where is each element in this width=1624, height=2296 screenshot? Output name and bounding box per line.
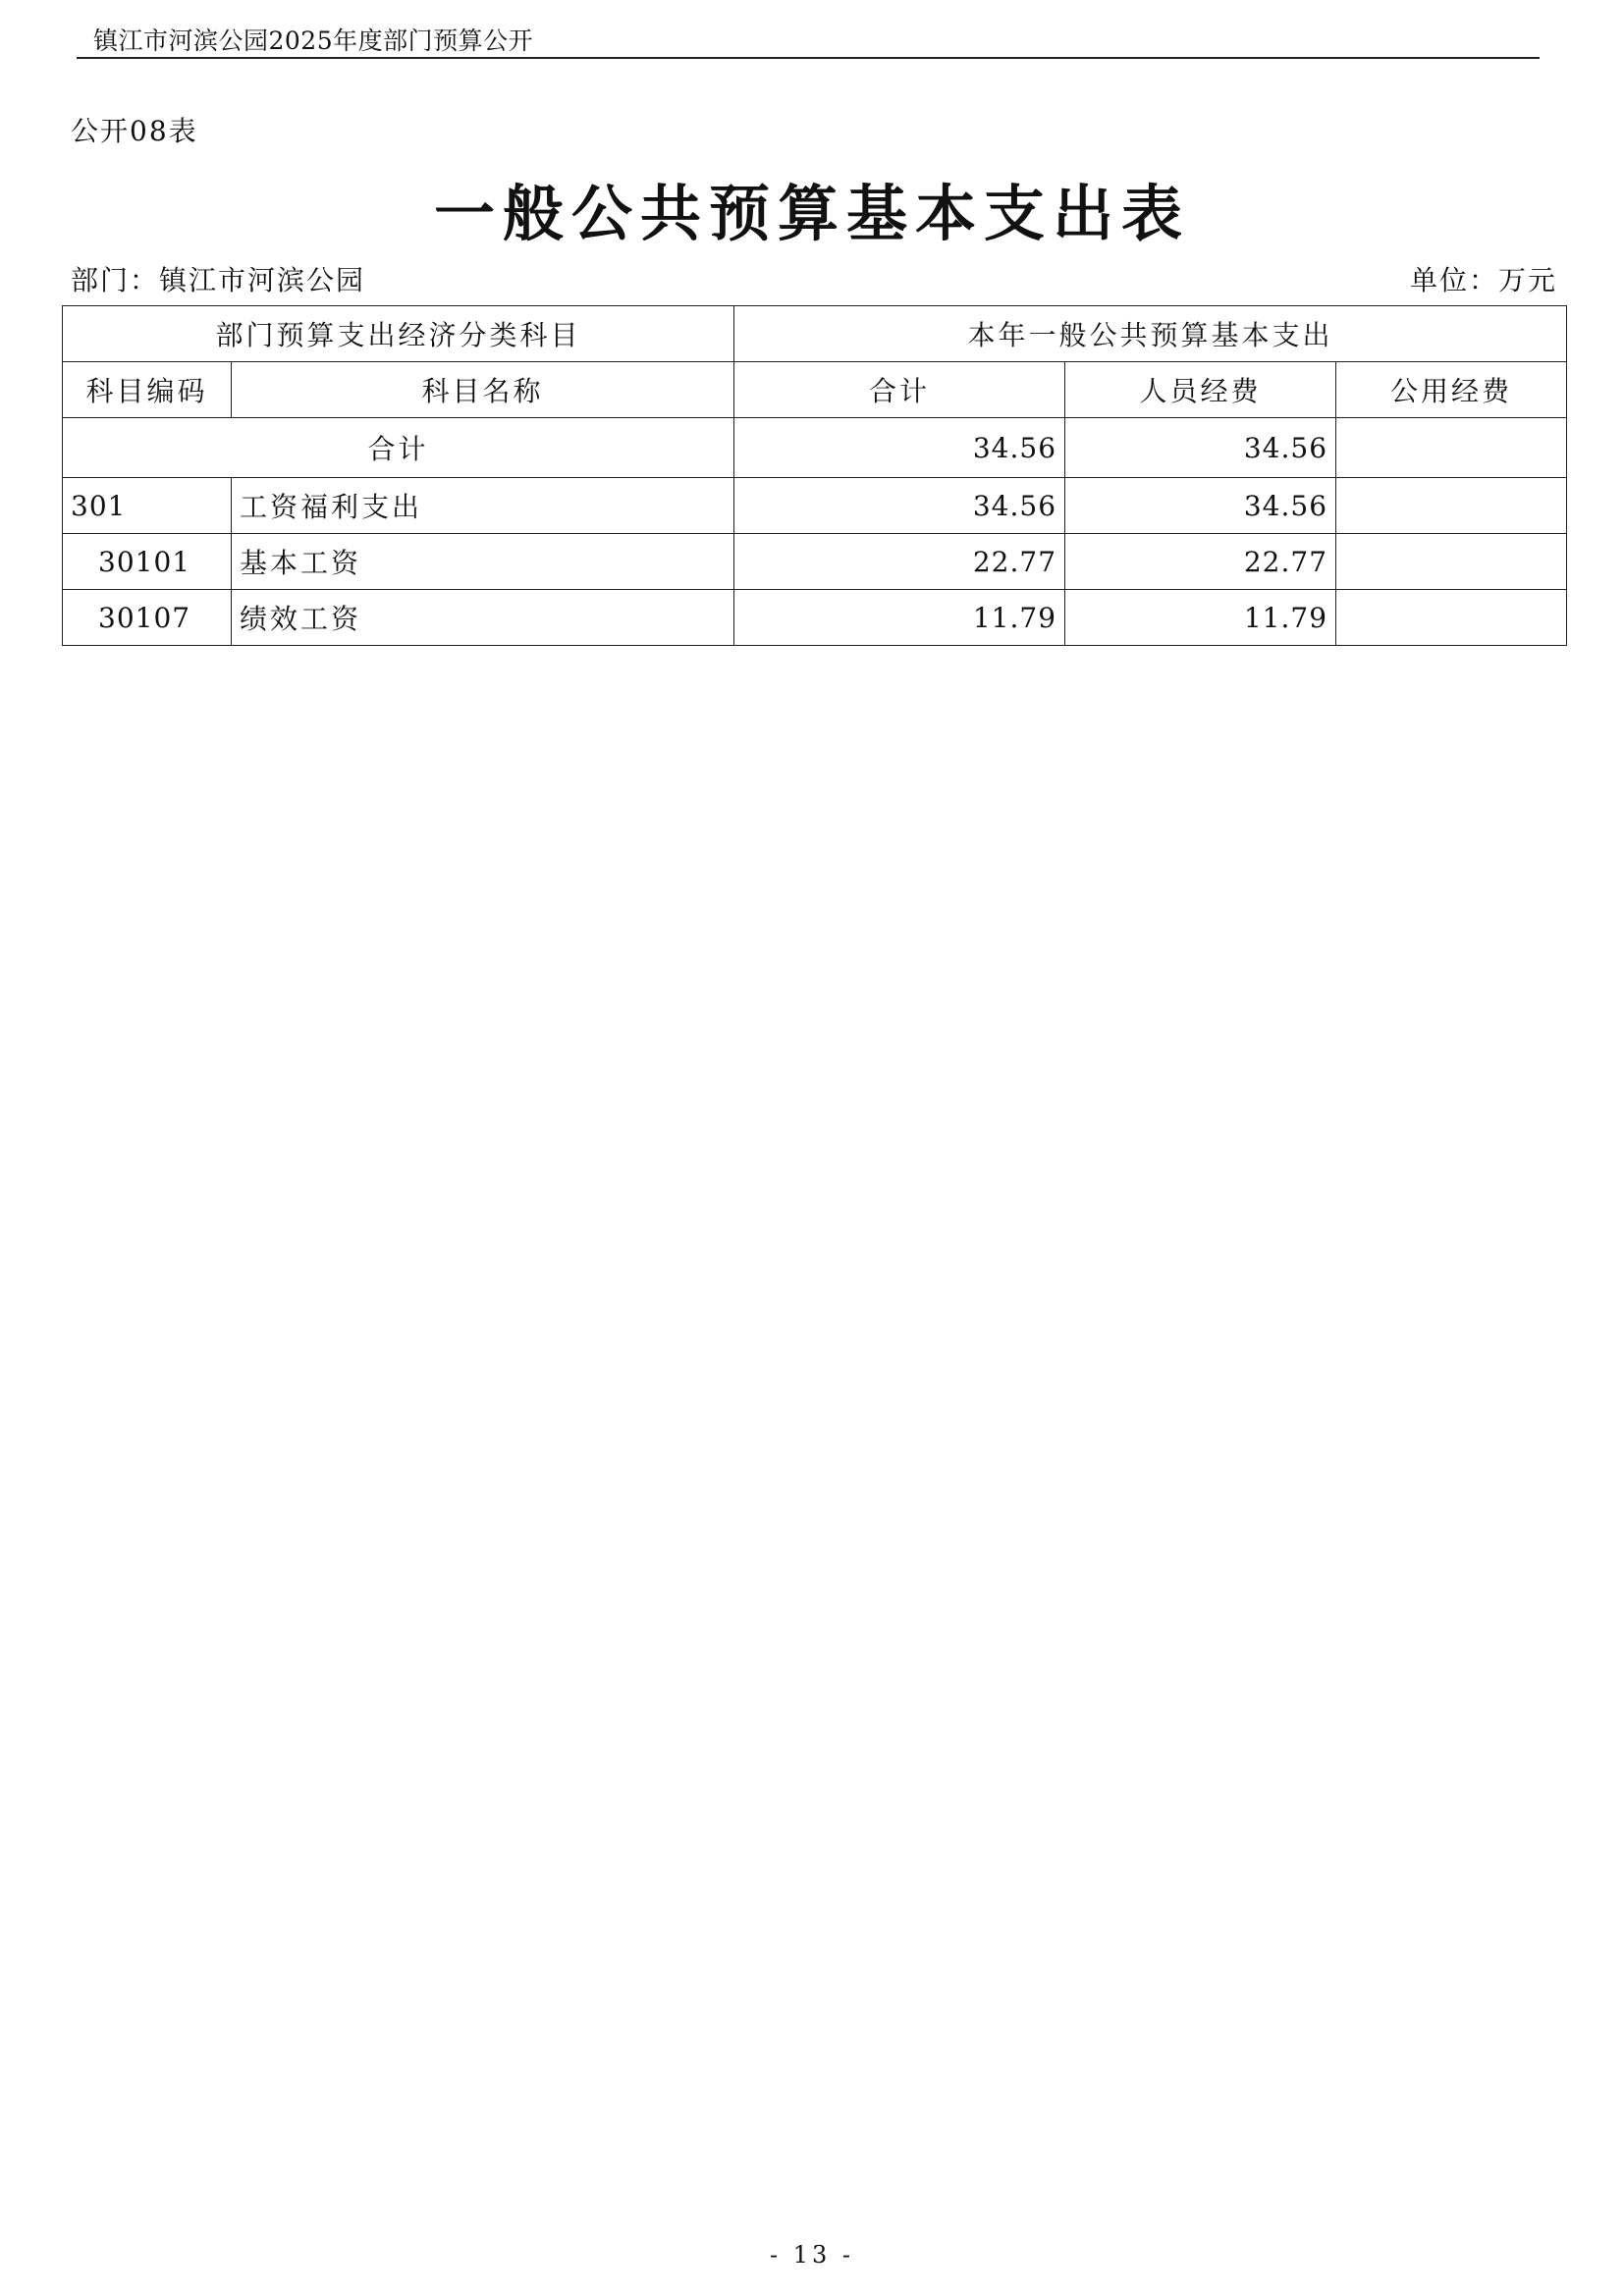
row-name: 基本工资 — [232, 534, 734, 590]
table-row — [63, 478, 1567, 534]
row-public — [1336, 590, 1567, 646]
total-row-personnel: 34.56 — [1065, 418, 1336, 478]
total-row-total: 34.56 — [734, 418, 1065, 478]
row-code: 301 — [63, 478, 232, 534]
table-row — [63, 590, 1567, 646]
row-name: 绩效工资 — [232, 590, 734, 646]
header-rule — [77, 57, 1540, 59]
department-label: 部门：镇江市河滨公园 — [71, 264, 366, 296]
page-number: - 13 - — [769, 2241, 854, 2269]
row-personnel: 11.79 — [1065, 590, 1336, 646]
group-header-basic-expenditure: 本年一般公共预算基本支出 — [734, 306, 1567, 362]
column-header-row — [63, 362, 1567, 418]
group-header-row — [63, 306, 1567, 362]
row-public — [1336, 478, 1567, 534]
total-row-label: 合计 — [63, 418, 734, 478]
running-header: 镇江市河滨公园2025年度部门预算公开 — [93, 27, 534, 55]
budget-table — [62, 305, 1567, 646]
row-code: 30107 — [63, 590, 232, 646]
unit-label: 单位：万元 — [1409, 264, 1557, 296]
row-total: 11.79 — [734, 590, 1065, 646]
column-header-public: 公用经费 — [1336, 362, 1567, 418]
table-number: 公开08表 — [71, 115, 198, 147]
document-title: 一般公共预算基本支出表 — [433, 178, 1190, 249]
row-personnel: 34.56 — [1065, 478, 1336, 534]
table-row — [63, 534, 1567, 590]
group-header-economic-category: 部门预算支出经济分类科目 — [63, 306, 734, 362]
column-header-code: 科目编码 — [63, 362, 232, 418]
column-header-personnel: 人员经费 — [1065, 362, 1336, 418]
total-row-public — [1336, 418, 1567, 478]
row-total: 34.56 — [734, 478, 1065, 534]
row-public — [1336, 534, 1567, 590]
row-code: 30101 — [63, 534, 232, 590]
row-name: 工资福利支出 — [232, 478, 734, 534]
column-header-total: 合计 — [734, 362, 1065, 418]
column-header-name: 科目名称 — [232, 362, 734, 418]
row-personnel: 22.77 — [1065, 534, 1336, 590]
total-row — [63, 418, 1567, 478]
row-total: 22.77 — [734, 534, 1065, 590]
